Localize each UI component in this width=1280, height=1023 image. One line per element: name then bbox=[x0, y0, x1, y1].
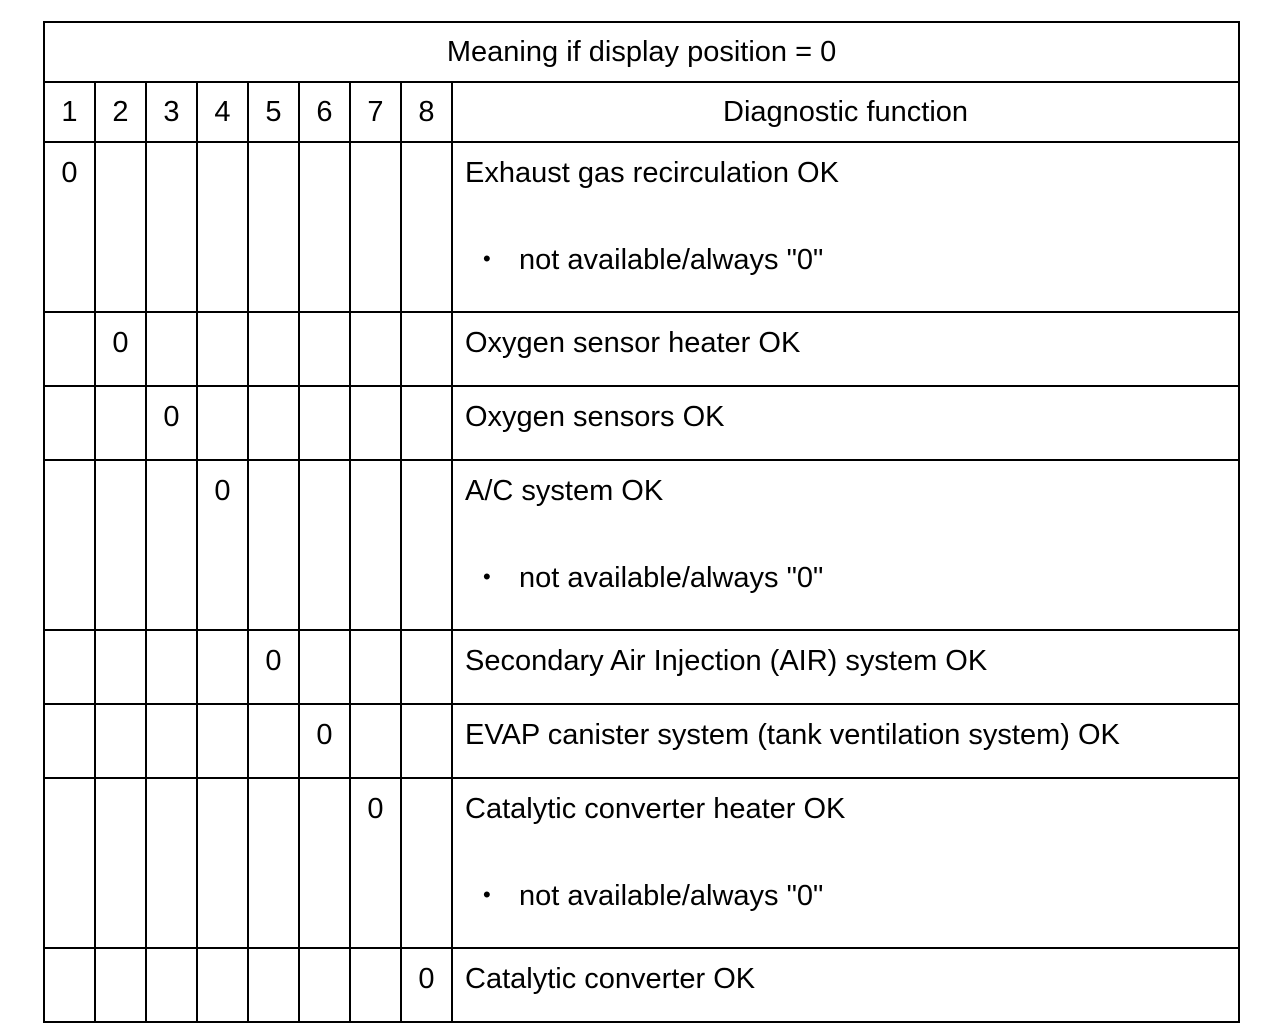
note-text: not available/always "0" bbox=[519, 562, 824, 594]
function-title: Exhaust gas recirculation OK bbox=[465, 157, 839, 189]
position-cell bbox=[248, 704, 299, 778]
position-header: 1 bbox=[44, 82, 95, 142]
position-cell: 0 bbox=[299, 704, 350, 778]
position-cell bbox=[350, 386, 401, 460]
position-cell bbox=[44, 460, 95, 630]
position-cell bbox=[401, 778, 452, 948]
diagnostic-table bbox=[43, 21, 1240, 1023]
position-cell bbox=[197, 704, 248, 778]
position-cell bbox=[95, 778, 146, 948]
position-cell bbox=[146, 460, 197, 630]
position-cell bbox=[44, 778, 95, 948]
position-cell bbox=[95, 460, 146, 630]
position-cell bbox=[401, 460, 452, 630]
position-cell bbox=[401, 312, 452, 386]
function-cell bbox=[452, 778, 1239, 948]
table-body bbox=[44, 142, 1239, 1022]
function-title: EVAP canister system (tank ventilation system) OK bbox=[465, 719, 1120, 751]
position-cell bbox=[401, 386, 452, 460]
function-cell bbox=[452, 386, 1239, 460]
position-cell bbox=[95, 386, 146, 460]
position-cell bbox=[248, 778, 299, 948]
position-cell bbox=[299, 948, 350, 1022]
position-cell bbox=[248, 386, 299, 460]
position-cell bbox=[95, 630, 146, 704]
position-cell bbox=[248, 948, 299, 1022]
function-header: Diagnostic function bbox=[452, 82, 1239, 142]
position-cell: 0 bbox=[146, 386, 197, 460]
position-cell bbox=[95, 142, 146, 312]
position-cell bbox=[197, 630, 248, 704]
position-cell bbox=[350, 630, 401, 704]
position-cell: 0 bbox=[248, 630, 299, 704]
note-text: not available/always "0" bbox=[519, 880, 824, 912]
position-cell bbox=[350, 142, 401, 312]
position-cell bbox=[197, 312, 248, 386]
position-cell bbox=[350, 460, 401, 630]
position-cell: 0 bbox=[350, 778, 401, 948]
position-cell: 0 bbox=[401, 948, 452, 1022]
function-cell bbox=[452, 630, 1239, 704]
bullet-icon: • bbox=[483, 246, 491, 271]
position-cell: 0 bbox=[95, 312, 146, 386]
table-row bbox=[44, 778, 1239, 948]
position-cell bbox=[299, 312, 350, 386]
table-row bbox=[44, 630, 1239, 704]
bullet-icon: • bbox=[483, 564, 491, 589]
position-header: 8 bbox=[401, 82, 452, 142]
position-cell bbox=[401, 630, 452, 704]
position-cell bbox=[401, 142, 452, 312]
position-cell bbox=[44, 386, 95, 460]
position-cell bbox=[95, 704, 146, 778]
table-row bbox=[44, 460, 1239, 630]
position-cell bbox=[401, 704, 452, 778]
table-row bbox=[44, 948, 1239, 1022]
function-title: Secondary Air Injection (AIR) system OK bbox=[465, 645, 988, 677]
function-cell bbox=[452, 704, 1239, 778]
position-cell bbox=[350, 948, 401, 1022]
function-note bbox=[465, 243, 1228, 276]
function-note bbox=[465, 879, 1228, 912]
position-cell bbox=[146, 630, 197, 704]
position-cell bbox=[248, 460, 299, 630]
function-title: Oxygen sensors OK bbox=[465, 401, 725, 433]
position-cell bbox=[146, 704, 197, 778]
position-cell bbox=[299, 630, 350, 704]
position-header: 4 bbox=[197, 82, 248, 142]
function-title: Catalytic converter heater OK bbox=[465, 793, 846, 825]
position-cell bbox=[197, 948, 248, 1022]
table-title: Meaning if display position = 0 bbox=[44, 22, 1239, 82]
position-cell bbox=[95, 948, 146, 1022]
note-text: not available/always "0" bbox=[519, 244, 824, 276]
table-row bbox=[44, 704, 1239, 778]
table-row bbox=[44, 386, 1239, 460]
position-cell bbox=[197, 142, 248, 312]
table-row bbox=[44, 312, 1239, 386]
function-cell bbox=[452, 142, 1239, 312]
position-cell bbox=[248, 142, 299, 312]
position-cell: 0 bbox=[197, 460, 248, 630]
position-cell bbox=[197, 778, 248, 948]
position-cell bbox=[248, 312, 299, 386]
function-title: Oxygen sensor heater OK bbox=[465, 327, 801, 359]
function-cell bbox=[452, 948, 1239, 1022]
position-cell bbox=[44, 948, 95, 1022]
position-cell bbox=[146, 312, 197, 386]
function-cell bbox=[452, 460, 1239, 630]
position-cell bbox=[299, 460, 350, 630]
position-cell bbox=[146, 948, 197, 1022]
position-cell bbox=[299, 142, 350, 312]
position-header: 7 bbox=[350, 82, 401, 142]
position-cell bbox=[299, 778, 350, 948]
position-cell: 0 bbox=[44, 142, 95, 312]
position-cell bbox=[146, 778, 197, 948]
function-note bbox=[465, 561, 1228, 594]
position-cell bbox=[350, 312, 401, 386]
function-cell bbox=[452, 312, 1239, 386]
position-cell bbox=[146, 142, 197, 312]
position-header: 2 bbox=[95, 82, 146, 142]
position-cell bbox=[197, 386, 248, 460]
header-row bbox=[44, 82, 1239, 142]
position-cell bbox=[44, 704, 95, 778]
position-header: 5 bbox=[248, 82, 299, 142]
function-title: Catalytic converter OK bbox=[465, 963, 756, 995]
position-cell bbox=[299, 386, 350, 460]
position-header: 3 bbox=[146, 82, 197, 142]
function-title: A/C system OK bbox=[465, 475, 664, 507]
position-cell bbox=[44, 630, 95, 704]
bullet-icon: • bbox=[483, 882, 491, 907]
position-cell bbox=[350, 704, 401, 778]
table-row bbox=[44, 142, 1239, 312]
position-header: 6 bbox=[299, 82, 350, 142]
position-cell bbox=[44, 312, 95, 386]
